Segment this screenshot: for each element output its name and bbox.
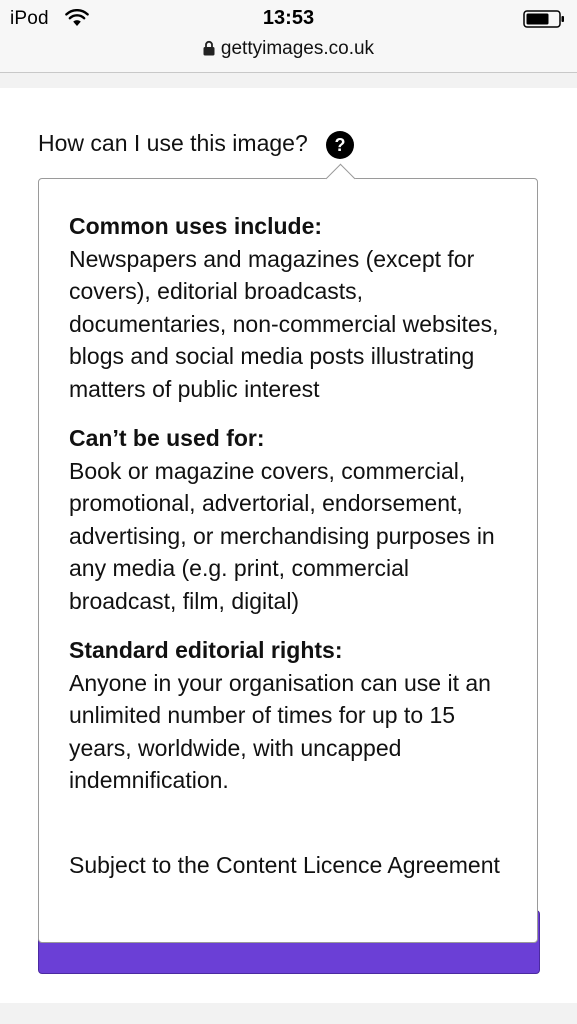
carrier-name: iPod — [10, 8, 49, 29]
popover-content — [69, 210, 519, 814]
section-heading: Common uses include: — [69, 213, 323, 239]
restrictions-section — [69, 422, 519, 617]
status-bar — [0, 0, 577, 73]
section-body: Newspapers and magazines (except for covers), editorial broadcasts, documentaries, non-commercial websites, blogs and social media posts illustrating matters of public interest — [69, 245, 499, 402]
section-body: Book or magazine covers, commercial, promotional, advertorial, endorsement, advertising, or merchandising purposes in any media (e.g. print, commercial broadcast, film, digital) — [69, 457, 495, 614]
url-text: gettyimages.co.uk — [220, 38, 375, 59]
usage-popover — [38, 178, 538, 943]
battery-icon — [523, 10, 565, 28]
licence-agreement-note: Subject to the Content Licence Agreement — [69, 852, 500, 878]
help-icon[interactable]: ? — [326, 131, 354, 159]
common-uses-section — [69, 210, 519, 405]
lock-icon — [203, 40, 215, 56]
section-heading: Can’t be used for: — [69, 425, 265, 451]
clock: 13:53 — [262, 7, 315, 29]
section-body: Anyone in your organisation can use it an unlimited number of times for up to 15 years, worldwide, with uncapped indemnification. — [69, 669, 491, 793]
section-heading: Standard editorial rights: — [69, 637, 343, 663]
rights-section — [69, 634, 519, 797]
address-bar[interactable] — [0, 38, 577, 60]
usage-question: How can I use this image? — [38, 130, 308, 156]
